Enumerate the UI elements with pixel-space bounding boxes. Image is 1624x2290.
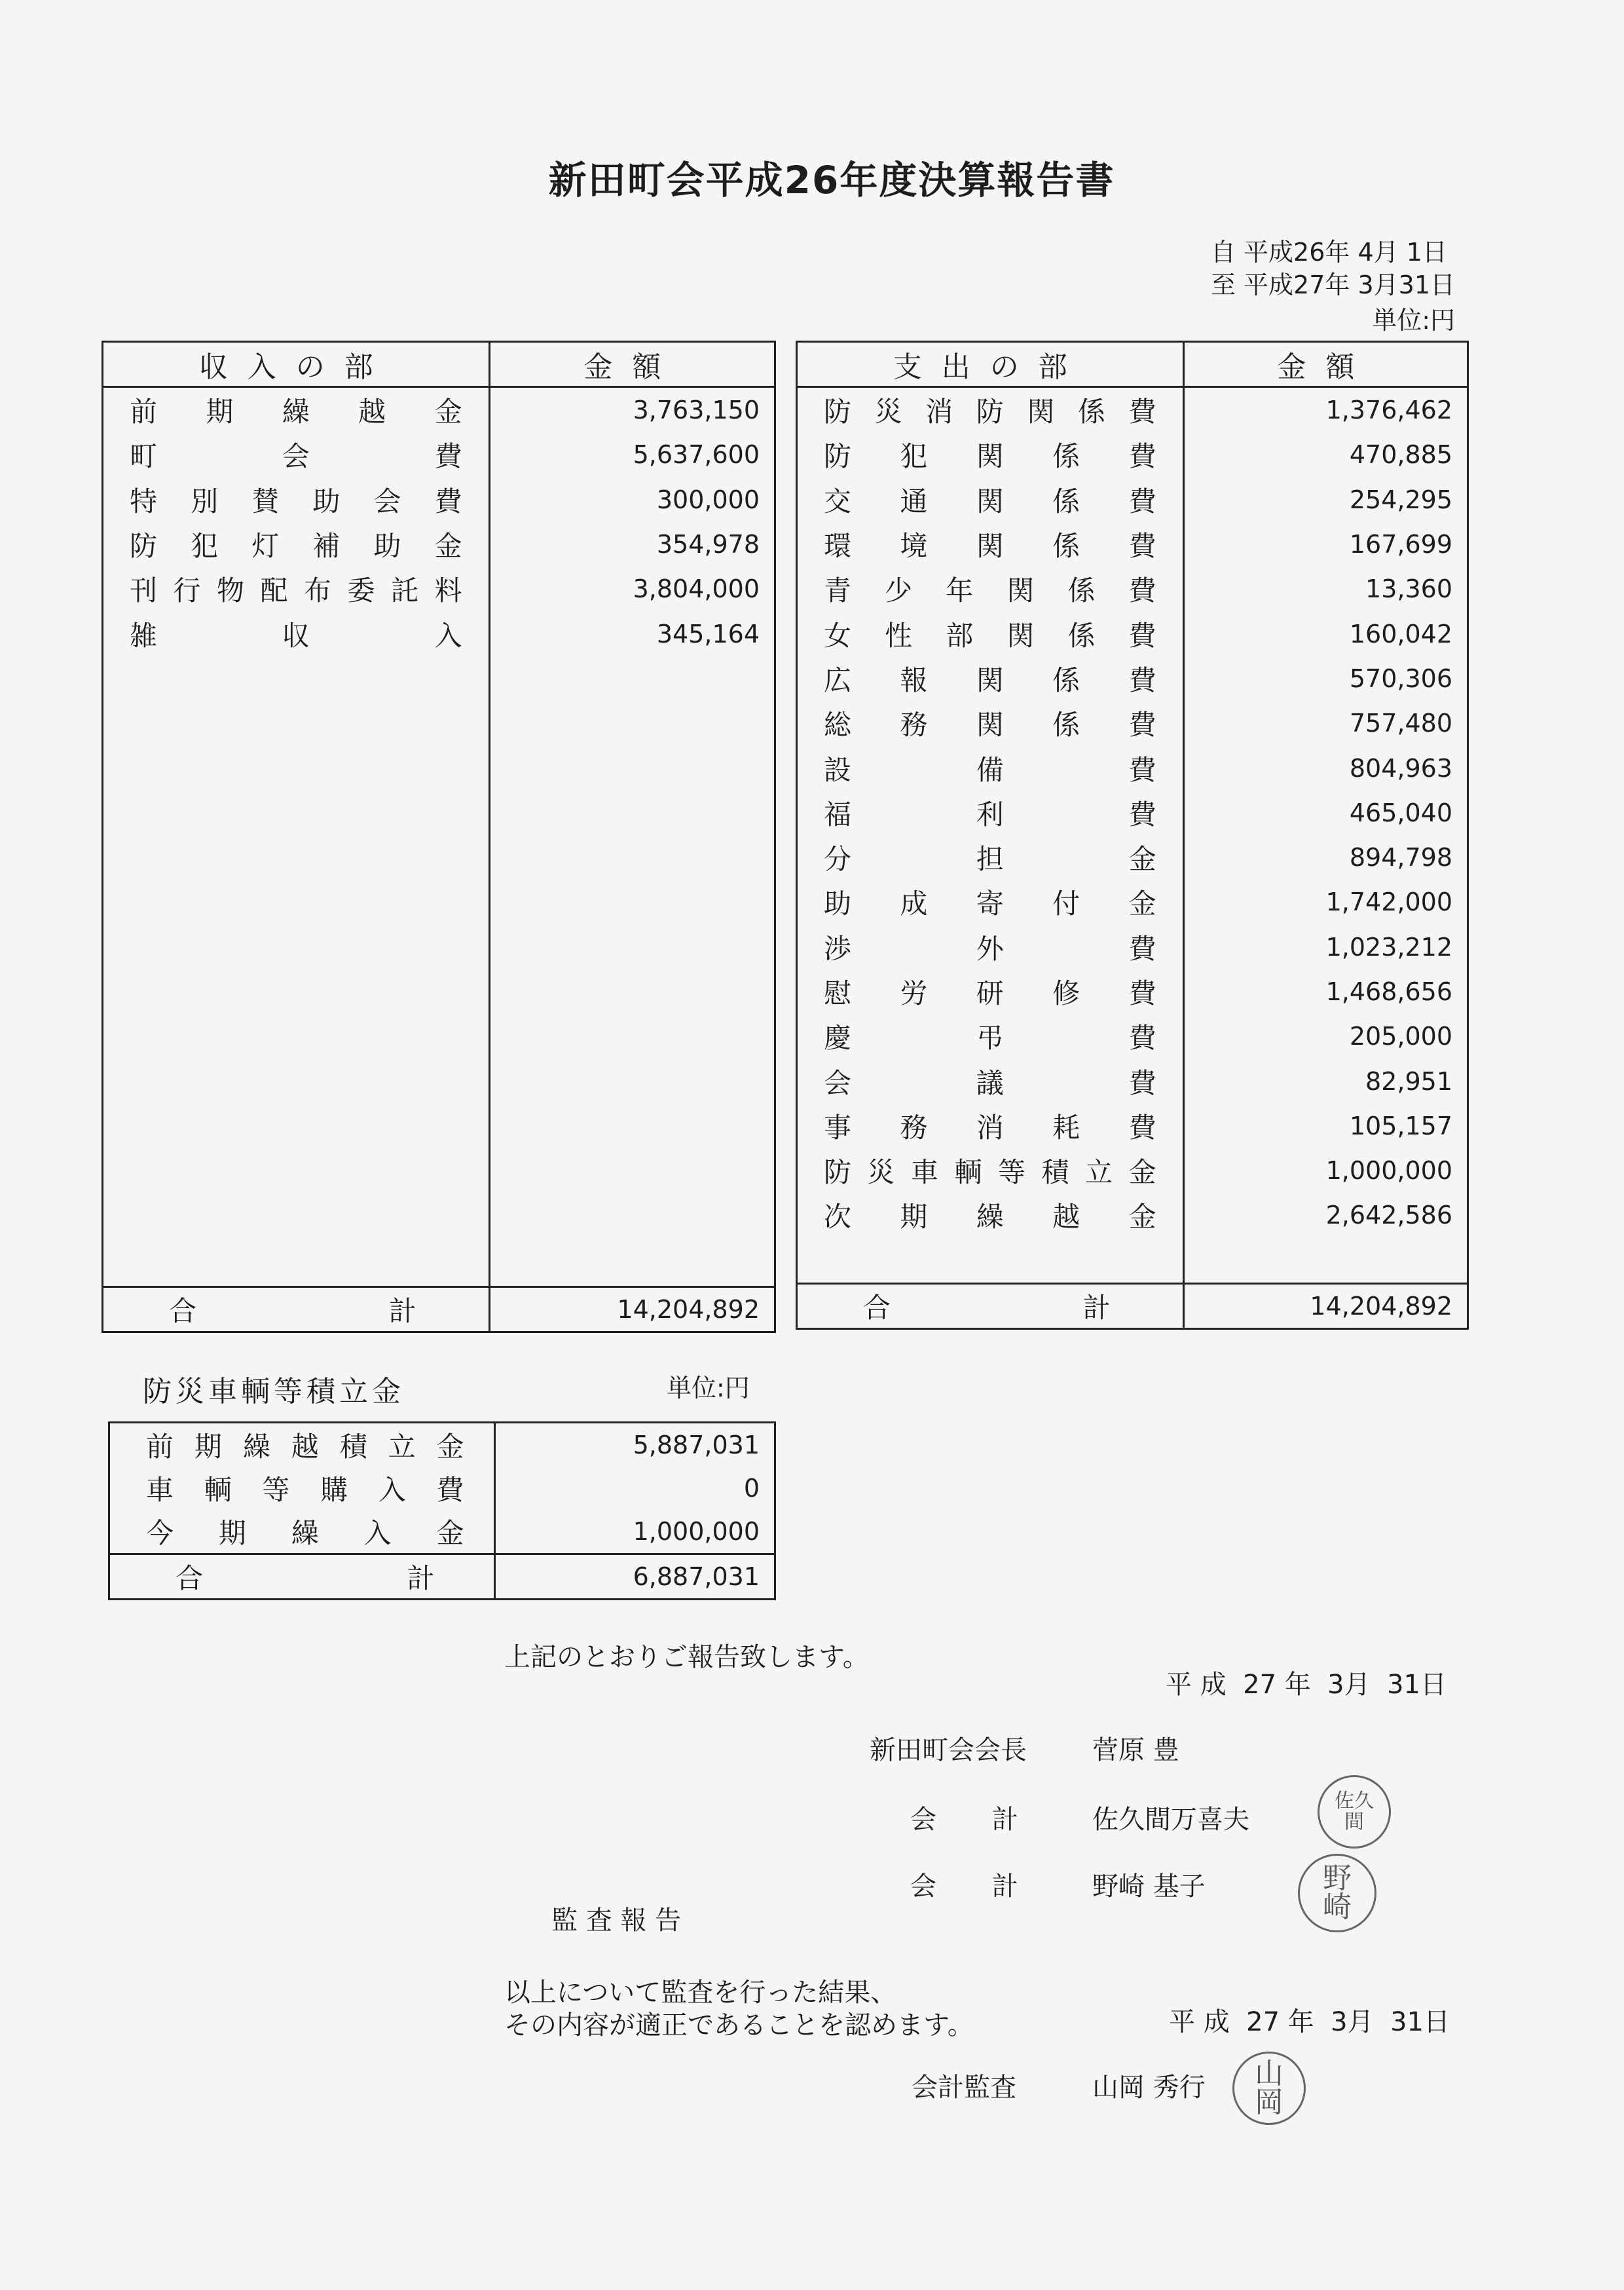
period-from: 自 平成26年 4月 1日 bbox=[1210, 238, 1447, 267]
expense-item-name: 福 利 費 bbox=[797, 791, 1184, 835]
fund-table bbox=[108, 1421, 776, 1600]
audit-line2: その内容が適正であることを認めます。 bbox=[504, 2010, 974, 2040]
income-row bbox=[103, 567, 775, 611]
expense-item-amount: 254,295 bbox=[1183, 478, 1467, 522]
expense-item-amount: 804,963 bbox=[1183, 745, 1467, 790]
auditor-title: 会計監査 bbox=[912, 2073, 1016, 2103]
period bbox=[1211, 236, 1455, 301]
expense-item-name: 交 通 関 係 費 bbox=[797, 478, 1184, 522]
expense-item-name: 会 議 費 bbox=[797, 1059, 1184, 1103]
expense-total-left: 合 bbox=[863, 1292, 891, 1324]
expense-row bbox=[797, 835, 1468, 880]
expense-item-amount: 894,798 bbox=[1183, 835, 1467, 880]
fund-row bbox=[109, 1423, 775, 1467]
fund-row bbox=[109, 1510, 775, 1554]
unit-label: 単位:円 bbox=[1372, 306, 1455, 335]
expense-item-amount: 757,480 bbox=[1183, 701, 1467, 745]
accountant1-name: 佐久間万喜夫 bbox=[1092, 1805, 1249, 1835]
income-header-name: 収入の部 bbox=[103, 342, 490, 387]
income-item-name: 前 期 繰 越 金 bbox=[103, 387, 490, 433]
income-total-left: 合 bbox=[169, 1295, 197, 1327]
expense-total-right: 計 bbox=[1082, 1292, 1111, 1324]
income-item-name: 刊 行 物 配 布 委 託 料 bbox=[103, 567, 490, 611]
expense-row bbox=[797, 701, 1468, 745]
expense-item-name: 慶 弔 費 bbox=[797, 1014, 1184, 1059]
income-item-amount: 3,804,000 bbox=[489, 567, 775, 611]
income-body bbox=[103, 387, 775, 1287]
expense-row bbox=[797, 432, 1468, 477]
expense-item-name: 広 報 関 係 費 bbox=[797, 656, 1184, 701]
income-item-name: 特 別 賛 助 会 費 bbox=[103, 478, 490, 522]
expense-item-amount: 1,376,462 bbox=[1183, 387, 1467, 433]
expense-header-name: 支出の部 bbox=[797, 342, 1184, 387]
expense-item-name: 防 災 車 輌 等 積 立 金 bbox=[797, 1148, 1184, 1193]
expense-row bbox=[797, 478, 1468, 522]
income-row bbox=[103, 522, 775, 567]
expense-item-name: 事 務 消 耗 費 bbox=[797, 1104, 1184, 1148]
fund-item-amount: 1,000,000 bbox=[633, 1517, 760, 1546]
expense-row bbox=[797, 611, 1468, 656]
expense-item-amount: 82,951 bbox=[1183, 1059, 1467, 1103]
expense-item-name: 渉 外 費 bbox=[797, 925, 1184, 969]
expense-item-amount: 13,360 bbox=[1183, 567, 1467, 611]
income-item-amount: 345,164 bbox=[489, 611, 775, 656]
accountant2-title: 会 計 bbox=[910, 1871, 1042, 1902]
auditor-seal: 山岡 bbox=[1232, 2052, 1306, 2125]
expense-row bbox=[797, 1014, 1468, 1059]
income-item-amount: 354,978 bbox=[489, 522, 775, 567]
audit-title: 監 査 報 告 bbox=[551, 1905, 682, 1936]
audit-line1: 以上について監査を行った結果、 bbox=[504, 1978, 897, 2008]
accountant1-seal: 佐久間 bbox=[1318, 1775, 1391, 1849]
report-statement: 上記のとおりご報告致します。 bbox=[504, 1642, 869, 1672]
fund-unit: 単位:円 bbox=[667, 1374, 750, 1402]
report-date: 平 成 27 年 3月 31日 bbox=[1166, 1670, 1447, 1700]
income-spacer-amount bbox=[489, 656, 775, 1287]
income-item-amount: 5,637,600 bbox=[489, 432, 775, 477]
income-total-label bbox=[103, 1287, 490, 1332]
expense-item-name: 次 期 繰 越 金 bbox=[797, 1193, 1184, 1237]
expense-item-name: 防 犯 関 係 費 bbox=[797, 432, 1184, 477]
expense-row bbox=[797, 745, 1468, 790]
expense-item-name: 女 性 部 関 係 費 bbox=[797, 611, 1184, 656]
period-to: 至 平成27年 3月31日 bbox=[1210, 271, 1455, 299]
expense-row bbox=[797, 656, 1468, 701]
expense-item-amount: 1,742,000 bbox=[1183, 880, 1467, 924]
accountant1-title: 会 計 bbox=[910, 1805, 1042, 1835]
fund-total-amount: 6,887,031 bbox=[494, 1554, 775, 1600]
expense-item-amount: 470,885 bbox=[1183, 432, 1467, 477]
expense-item-amount: 205,000 bbox=[1183, 1014, 1467, 1059]
expense-item-amount: 1,468,656 bbox=[1183, 969, 1467, 1014]
expense-table bbox=[796, 341, 1469, 1330]
accountant2-seal: 野崎 bbox=[1298, 1854, 1376, 1932]
expense-row bbox=[797, 1059, 1468, 1103]
fund-item-amount: 5,887,031 bbox=[633, 1431, 760, 1459]
expense-item-name: 慰 労 研 修 費 bbox=[797, 969, 1184, 1014]
income-row bbox=[103, 432, 775, 477]
expense-row bbox=[797, 522, 1468, 567]
fund-total-label bbox=[109, 1554, 495, 1600]
fund-row bbox=[109, 1467, 775, 1510]
expense-row bbox=[797, 880, 1468, 924]
income-table bbox=[101, 341, 776, 1333]
auditor-name: 山岡 秀行 bbox=[1092, 2073, 1206, 2103]
fund-title: 防災車輌等積立金 bbox=[143, 1375, 405, 1408]
fund-item-amount: 0 bbox=[743, 1474, 760, 1503]
expense-item-amount: 1,000,000 bbox=[1183, 1148, 1467, 1193]
page-title: 新田町会平成26年度決算報告書 bbox=[548, 158, 1115, 202]
expense-item-amount: 160,042 bbox=[1183, 611, 1467, 656]
fund-item-name: 車 輌 等 購 入 費 bbox=[109, 1467, 495, 1510]
accountant2-name: 野崎 基子 bbox=[1092, 1871, 1206, 1902]
expense-item-name: 助 成 寄 付 金 bbox=[797, 880, 1184, 924]
expense-row bbox=[797, 791, 1468, 835]
expense-item-name: 青 少 年 関 係 費 bbox=[797, 567, 1184, 611]
expense-row bbox=[797, 1104, 1468, 1148]
fund-item-name: 今 期 繰 入 金 bbox=[109, 1510, 495, 1554]
expense-item-name: 分 担 金 bbox=[797, 835, 1184, 880]
income-item-name: 町 会 費 bbox=[103, 432, 490, 477]
audit-date: 平 成 27 年 3月 31日 bbox=[1169, 2007, 1450, 2037]
income-row bbox=[103, 611, 775, 656]
expense-row bbox=[797, 969, 1468, 1014]
expense-spacer-amount bbox=[1183, 1238, 1467, 1284]
expense-row bbox=[797, 1148, 1468, 1193]
expense-item-amount: 465,040 bbox=[1183, 791, 1467, 835]
income-row bbox=[103, 478, 775, 522]
expense-row bbox=[797, 925, 1468, 969]
income-row bbox=[103, 387, 775, 433]
expense-header-amount: 金額 bbox=[1183, 342, 1467, 387]
income-total-amount: 14,204,892 bbox=[489, 1287, 775, 1332]
expense-item-name: 総 務 関 係 費 bbox=[797, 701, 1184, 745]
fund-item-name: 前 期 繰 越 積 立 金 bbox=[109, 1423, 495, 1467]
income-spacer-row bbox=[103, 656, 775, 1287]
expense-item-amount: 570,306 bbox=[1183, 656, 1467, 701]
expense-body bbox=[797, 387, 1468, 1284]
income-total-right: 計 bbox=[388, 1295, 416, 1327]
expense-item-amount: 1,023,212 bbox=[1183, 925, 1467, 969]
expense-item-name: 環 境 関 係 費 bbox=[797, 522, 1184, 567]
expense-item-name: 設 備 費 bbox=[797, 745, 1184, 790]
expense-spacer-name bbox=[797, 1238, 1184, 1284]
expense-item-amount: 167,699 bbox=[1183, 522, 1467, 567]
fund-body bbox=[109, 1423, 775, 1554]
income-item-name: 雑 収 入 bbox=[103, 611, 490, 656]
expense-row bbox=[797, 387, 1468, 433]
expense-item-amount: 105,157 bbox=[1183, 1104, 1467, 1148]
chairman-name: 菅原 豊 bbox=[1092, 1735, 1179, 1765]
expense-row bbox=[797, 1193, 1468, 1237]
income-spacer-name bbox=[103, 656, 490, 1287]
income-item-amount: 3,763,150 bbox=[489, 387, 775, 433]
income-item-name: 防 犯 灯 補 助 金 bbox=[103, 522, 490, 567]
expense-item-amount: 2,642,586 bbox=[1183, 1193, 1467, 1237]
expense-total-amount: 14,204,892 bbox=[1183, 1284, 1467, 1329]
expense-spacer-row bbox=[797, 1238, 1468, 1284]
fund-total-left: 合 bbox=[175, 1562, 204, 1594]
fund-total-right: 計 bbox=[407, 1562, 435, 1594]
income-item-amount: 300,000 bbox=[489, 478, 775, 522]
expense-row bbox=[797, 567, 1468, 611]
chairman-title: 新田町会会長 bbox=[870, 1735, 1027, 1765]
income-header-amount: 金額 bbox=[489, 342, 775, 387]
expense-total-label bbox=[797, 1284, 1184, 1329]
expense-item-name: 防 災 消 防 関 係 費 bbox=[797, 387, 1184, 433]
